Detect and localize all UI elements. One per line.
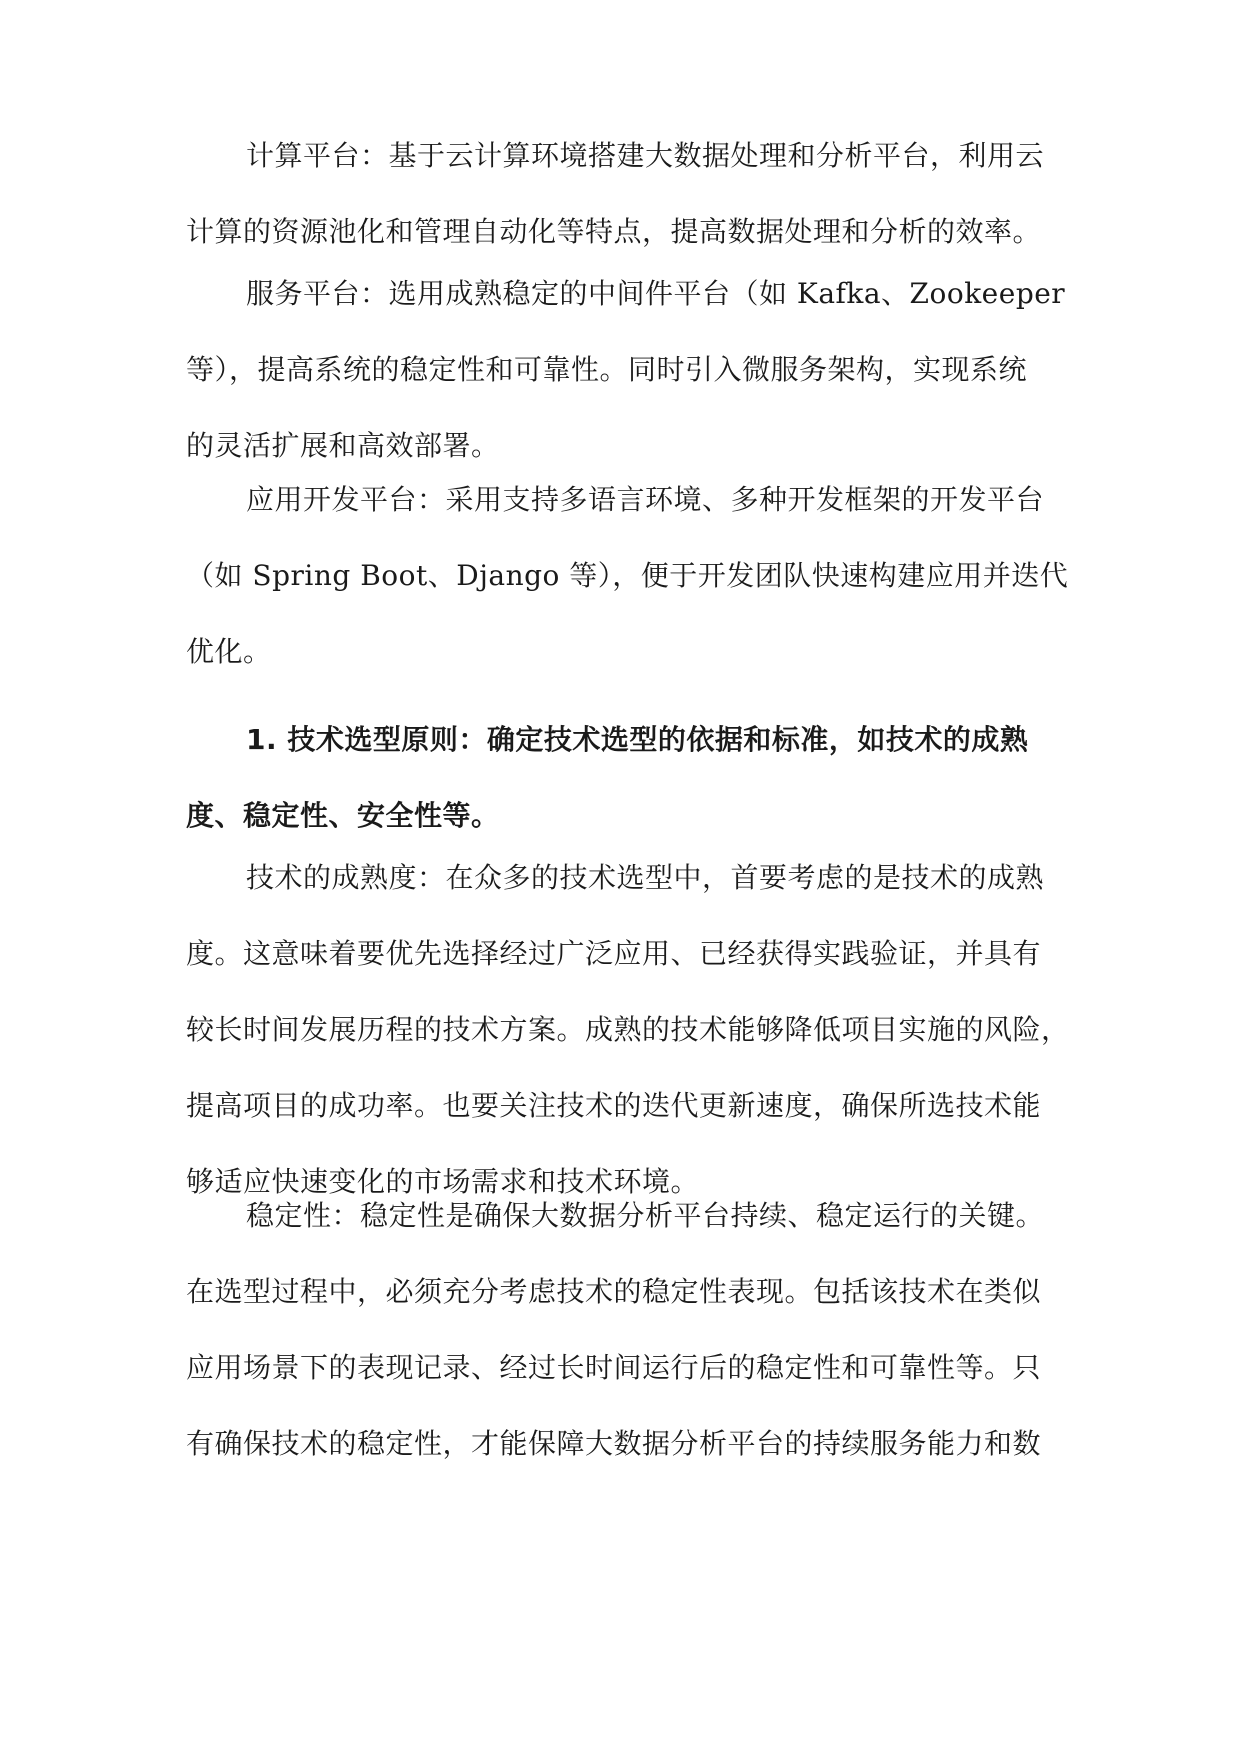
heading-line: 度、稳定性、安全性等。: [186, 799, 500, 832]
paragraph-line: 够适应快速变化的市场需求和技术环境。: [186, 1165, 700, 1198]
paragraph-line: 计算的资源池化和管理自动化等特点，提高数据处理和分析的效率。: [186, 215, 1042, 248]
paragraph-line: 等），提高系统的稳定性和可靠性。同时引入微服务架构，实现系统: [186, 353, 1028, 386]
paragraph-line: 提高项目的成功率。也要关注技术的迭代更新速度，确保所选技术能: [186, 1089, 1042, 1122]
paragraph-line: 在选型过程中，必须充分考虑技术的稳定性表现。包括该技术在类似: [186, 1275, 1042, 1308]
section-heading: [186, 702, 1054, 854]
paragraph-line: 优化。: [186, 635, 272, 668]
heading-line: 1. 技术选型原则：确定技术选型的依据和标准，如技术的成熟: [246, 723, 1029, 756]
paragraph-line: 技术的成熟度：在众多的技术选型中，首要考虑的是技术的成熟: [246, 861, 1045, 894]
paragraph-compute-platform: [186, 118, 1054, 270]
paragraph-line: 的灵活扩展和高效部署。: [186, 429, 500, 462]
paragraph-line: （如 Spring Boot、Django 等），便于开发团队快速构建应用并迭代: [186, 559, 1069, 592]
paragraph-line: 应用开发平台：采用支持多语言环境、多种开发框架的开发平台: [246, 483, 1045, 516]
paragraph-line: 应用场景下的表现记录、经过长时间运行后的稳定性和可靠性等。只: [186, 1351, 1042, 1384]
paragraph-line: 服务平台：选用成熟稳定的中间件平台（如 Kafka、Zookeeper: [246, 277, 1066, 310]
paragraph-line: 稳定性：稳定性是确保大数据分析平台持续、稳定运行的关键。: [246, 1199, 1045, 1232]
paragraph-stability: [186, 1178, 1054, 1482]
paragraph-line: 较长时间发展历程的技术方案。成熟的技术能够降低项目实施的风险，: [186, 1013, 1070, 1046]
paragraph-service-platform: [186, 256, 1066, 484]
paragraph-line: 度。这意味着要优先选择经过广泛应用、已经获得实践验证，并具有: [186, 937, 1042, 970]
paragraph-app-dev-platform: [186, 462, 1069, 690]
paragraph-line: 计算平台：基于云计算环境搭建大数据处理和分析平台，利用云: [246, 139, 1045, 172]
paragraph-line: 有确保技术的稳定性，才能保障大数据分析平台的持续服务能力和数: [186, 1427, 1042, 1460]
paragraph-tech-maturity: [186, 840, 1070, 1220]
